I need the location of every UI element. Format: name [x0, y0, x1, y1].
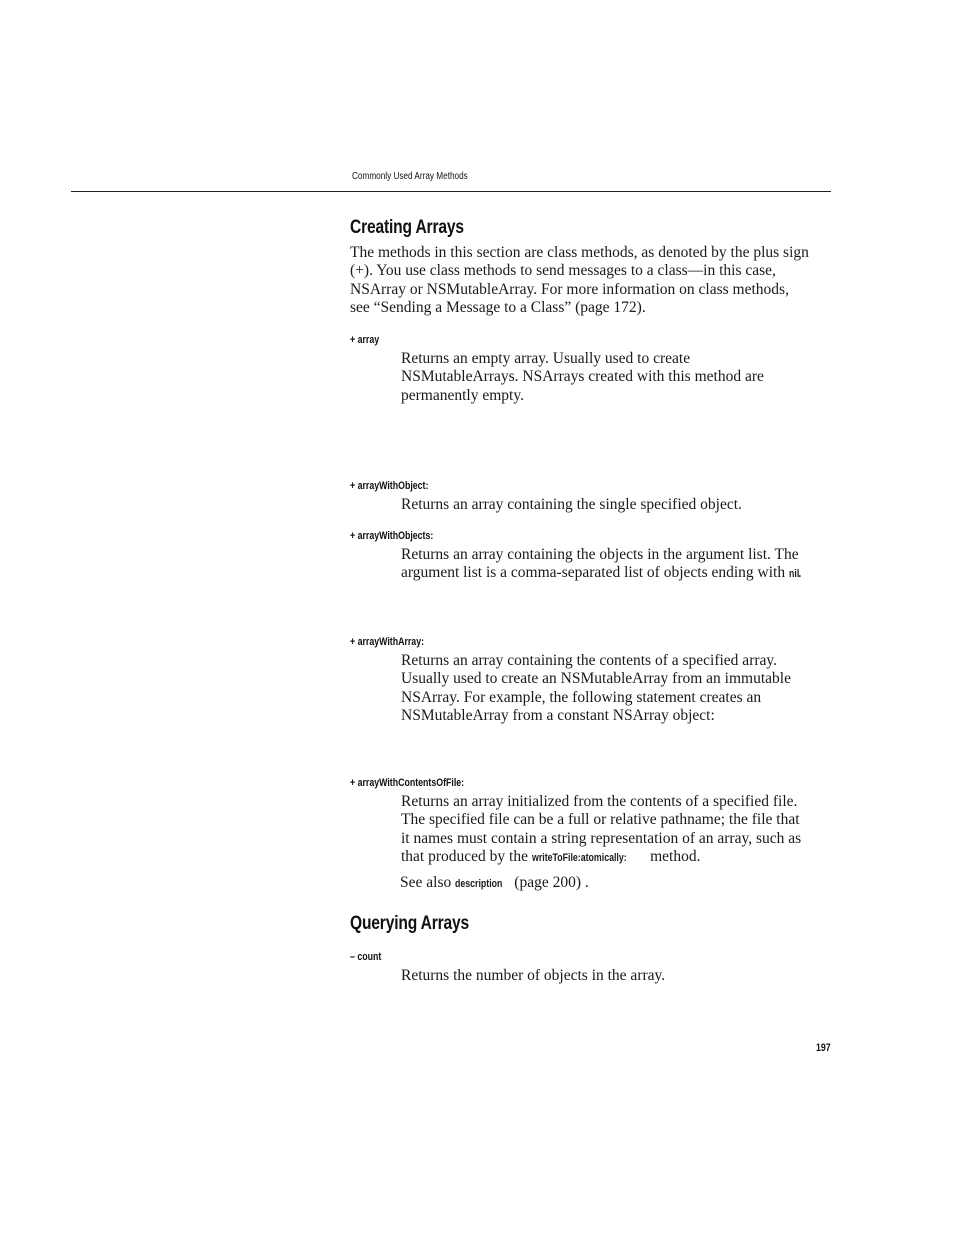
description-text: Returns an array initialized from the contents of a specified file. The specified file can be a full or relative pathname; the file that it names must contain a string representation of an array, such as that produced by the	[401, 793, 802, 865]
method-description-array-with-array: Returns an array containing the contents of a specified array. Usually used to create an NSMutableArray from an immutable NSArray. For example, the following statement creates an NSMutableArray from a constant NSArray object:	[401, 652, 791, 724]
section-title-creating-arrays: Creating Arrays	[350, 217, 464, 238]
method-description-array: Returns an empty array. Usually used to create NSMutableArrays. NSArrays created with this method are permanently empty.	[401, 350, 764, 404]
method-description-array-with-objects	[401, 546, 811, 584]
method-description-count: Returns the number of objects in the array.	[401, 967, 666, 984]
method-signature-array-with-object: + arrayWithObject:	[350, 480, 429, 492]
method-signature-array-with-array: + arrayWithArray:	[350, 636, 425, 648]
inline-code-nil: nil	[788, 568, 800, 581]
description-text: Returns an array containing the objects in the argument list. The argument list is a comma-separated list of objects ending with	[401, 546, 799, 582]
see-also-prefix: See also	[400, 874, 452, 891]
running-head: Commonly Used Array Methods	[352, 171, 468, 182]
page-number: 197	[816, 1042, 831, 1054]
inline-code-write-to-file: writeToFile:atomically:	[531, 851, 627, 864]
section-title-querying-arrays: Querying Arrays	[350, 913, 470, 934]
see-also-line	[400, 874, 810, 893]
description-suffix: .	[797, 564, 802, 582]
section-intro: The methods in this section are class methods, as denoted by the plus sign (+). You use class methods to send messages to a class—in this case, NSArray or NSMutableArray. For more information on class methods, see “Sending a Message to a Class” (page 172).	[350, 244, 809, 316]
method-signature-array: + array	[350, 334, 380, 346]
method-signature-array-with-objects: + arrayWithObjects:	[350, 530, 434, 542]
method-signature-array-with-contents-of-file: + arrayWithContentsOfFile:	[350, 777, 465, 789]
method-signature-count: – count	[350, 951, 382, 963]
description-suffix: method.	[650, 847, 701, 865]
see-also-link-description[interactable]: description	[455, 878, 503, 890]
see-also-suffix: (page 200) .	[514, 874, 589, 891]
method-description-array-with-contents-of-file	[401, 793, 811, 867]
method-description-array-with-object: Returns an array containing the single specified object.	[401, 496, 742, 513]
header-rule	[71, 191, 831, 192]
